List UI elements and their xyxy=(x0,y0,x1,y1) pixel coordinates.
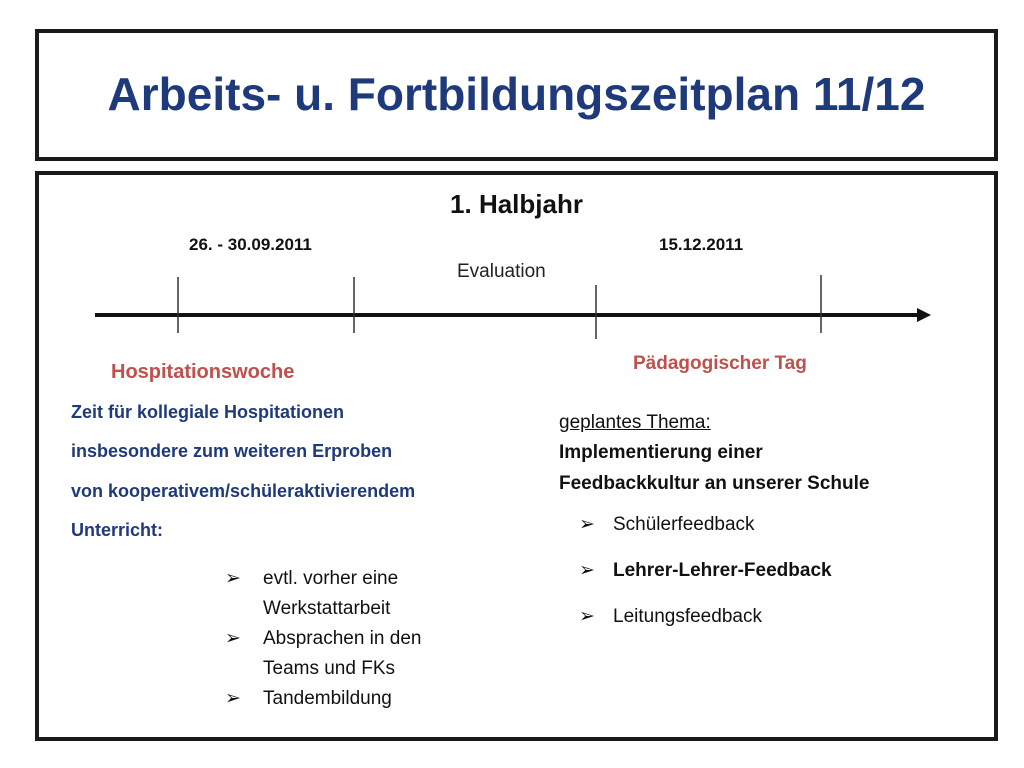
bullet-text: Lehrer-Lehrer-Feedback xyxy=(613,560,832,581)
list-item xyxy=(225,564,473,624)
evaluation-label: Evaluation xyxy=(457,261,546,282)
hospitation-bullet-list xyxy=(225,564,473,714)
timeline-arrow-head xyxy=(917,308,931,322)
list-item xyxy=(579,557,832,585)
list-item xyxy=(579,603,832,631)
content-frame xyxy=(35,171,998,741)
thema-text-line: Feedbackkultur an unserer Schule xyxy=(559,473,870,494)
list-item xyxy=(225,684,473,714)
hospitationswoche-heading: Hospitationswoche xyxy=(111,361,295,383)
title-frame xyxy=(35,29,998,161)
bullet-text: Tandembildung xyxy=(263,688,392,709)
date-paedagogischer-tag: 15.12.2011 xyxy=(659,235,744,254)
arrow-bullet-icon: ➢ xyxy=(225,568,241,589)
hospitation-text-line: Unterricht: xyxy=(71,520,164,540)
thema-text-line: Implementierung einer xyxy=(559,442,763,463)
bullet-text: Leitungsfeedback xyxy=(613,606,762,627)
timeline xyxy=(39,265,994,345)
arrow-bullet-icon: ➢ xyxy=(225,628,241,649)
halbjahr-heading: 1. Halbjahr xyxy=(450,189,583,219)
date-hospitationswoche: 26. - 30.09.2011 xyxy=(189,235,312,254)
list-item xyxy=(225,624,473,684)
page-title: Arbeits- u. Fortbildungszeitplan 11/12 xyxy=(107,68,926,120)
arrow-bullet-icon: ➢ xyxy=(579,514,595,535)
list-item xyxy=(579,511,832,539)
hospitation-text-line: von kooperativem/schüleraktivierendem xyxy=(71,481,416,501)
feedback-bullet-list xyxy=(579,511,832,649)
thema-label: geplantes Thema: xyxy=(559,412,711,433)
arrow-bullet-icon: ➢ xyxy=(579,560,595,581)
hospitation-text-line: Zeit für kollegiale Hospitationen xyxy=(71,402,345,422)
arrow-bullet-icon: ➢ xyxy=(579,606,595,627)
hospitation-text-line: insbesondere zum weiteren Erproben xyxy=(71,441,393,461)
paedagogischer-tag-heading: Pädagogischer Tag xyxy=(633,353,807,374)
bullet-text: Absprachen in den Teams und FKs xyxy=(263,628,422,679)
arrow-bullet-icon: ➢ xyxy=(225,688,241,709)
bullet-text: evtl. vorher eine Werkstattarbeit xyxy=(263,568,399,619)
bullet-text: Schülerfeedback xyxy=(613,514,755,535)
